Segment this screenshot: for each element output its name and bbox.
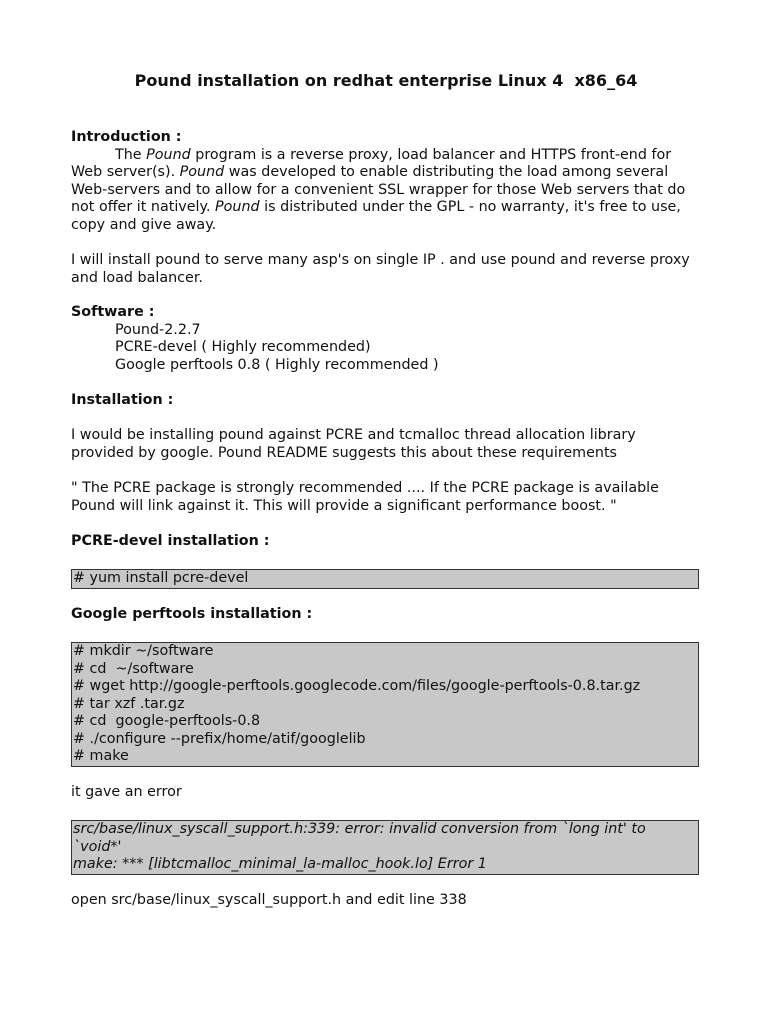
software-section xyxy=(71,304,701,374)
perftools-code-box xyxy=(71,642,699,767)
code-line: # cd google-perftools-0.8 xyxy=(73,713,261,729)
intro-text-4: is distributed under the GPL - no warranty, it's free to use, copy and give away. xyxy=(71,199,681,233)
intro-pound-3: Pound xyxy=(215,199,260,215)
software-item-pcre: PCRE-devel ( Highly recommended) xyxy=(115,339,371,355)
perftools-section xyxy=(71,606,701,624)
edit-instruction: open src/base/linux_syscall_support.h and edit line 338 xyxy=(71,892,467,908)
error-line: src/base/linux_syscall_support.h:339: error: invalid conversion from `long int' to xyxy=(73,821,646,837)
code-line: # ./configure --prefix/home/atif/googlelib xyxy=(73,730,366,747)
installation-section xyxy=(71,392,701,410)
installation-quote-block xyxy=(71,480,701,515)
code-line: # tar xzf .tar.gz xyxy=(73,695,185,712)
pcre-heading: PCRE-devel installation : xyxy=(71,533,270,549)
edit-instruction-block xyxy=(71,892,701,910)
perftools-heading: Google perftools installation : xyxy=(71,606,313,622)
code-line: # cd ~/software xyxy=(73,660,194,677)
installation-heading: Installation : xyxy=(71,392,174,408)
intro-pound-2: Pound xyxy=(179,164,225,180)
intro-text-2: program is a reverse proxy, load balancer and HTTPS front-end for Web server(s). xyxy=(71,146,672,180)
code-line: # make xyxy=(73,748,129,764)
pcre-section xyxy=(71,533,701,551)
error-intro: it gave an error xyxy=(71,784,182,800)
error-line: make: *** [libtcmalloc_minimal_la-malloc_hook.lo] Error 1 xyxy=(73,856,487,872)
error-line: `void*' xyxy=(73,838,122,855)
intro-text-1: The xyxy=(115,146,147,163)
pcre-code-box xyxy=(71,569,699,589)
installation-paragraph-block xyxy=(71,427,701,462)
introduction-paragraph-2-block xyxy=(71,252,701,287)
error-intro-block xyxy=(71,784,701,802)
installation-paragraph-1: I would be installing pound against PCRE and tcmalloc thread allocation library provided by google. Pound README suggests this about these requirements xyxy=(71,427,636,461)
code-line: # mkdir ~/software xyxy=(73,643,214,659)
software-heading: Software : xyxy=(71,304,155,320)
introduction-section xyxy=(71,129,701,234)
introduction-paragraph xyxy=(71,147,701,235)
introduction-paragraph-2: I will install pound to serve many asp's on single IP . and use pound and reverse proxy and load balancer. xyxy=(71,252,690,286)
software-item-perftools: Google perftools 0.8 ( Highly recommended ) xyxy=(115,356,439,373)
intro-pound-1: Pound xyxy=(146,146,191,163)
introduction-heading: Introduction : xyxy=(71,129,182,145)
document-title: Pound installation on redhat enterprise Linux 4 x86_64 xyxy=(134,71,638,90)
code-line: # wget http://google-perftools.googlecode.com/files/google-perftools-0.8.tar.gz xyxy=(73,678,641,694)
intro-text-3: was developed to enable distributing the load among several Web-servers and to allow for a convenient SSL wrapper for those Web servers that do not offer it natively. xyxy=(71,164,686,215)
error-output-box xyxy=(71,820,699,875)
code-line: # yum install pcre-devel xyxy=(73,570,249,586)
software-item-pound: Pound-2.2.7 xyxy=(115,321,201,338)
installation-quote: " The PCRE package is strongly recommended .... If the PCRE package is available Pound will link against it. This will provide a significant performance boost. " xyxy=(71,480,659,514)
